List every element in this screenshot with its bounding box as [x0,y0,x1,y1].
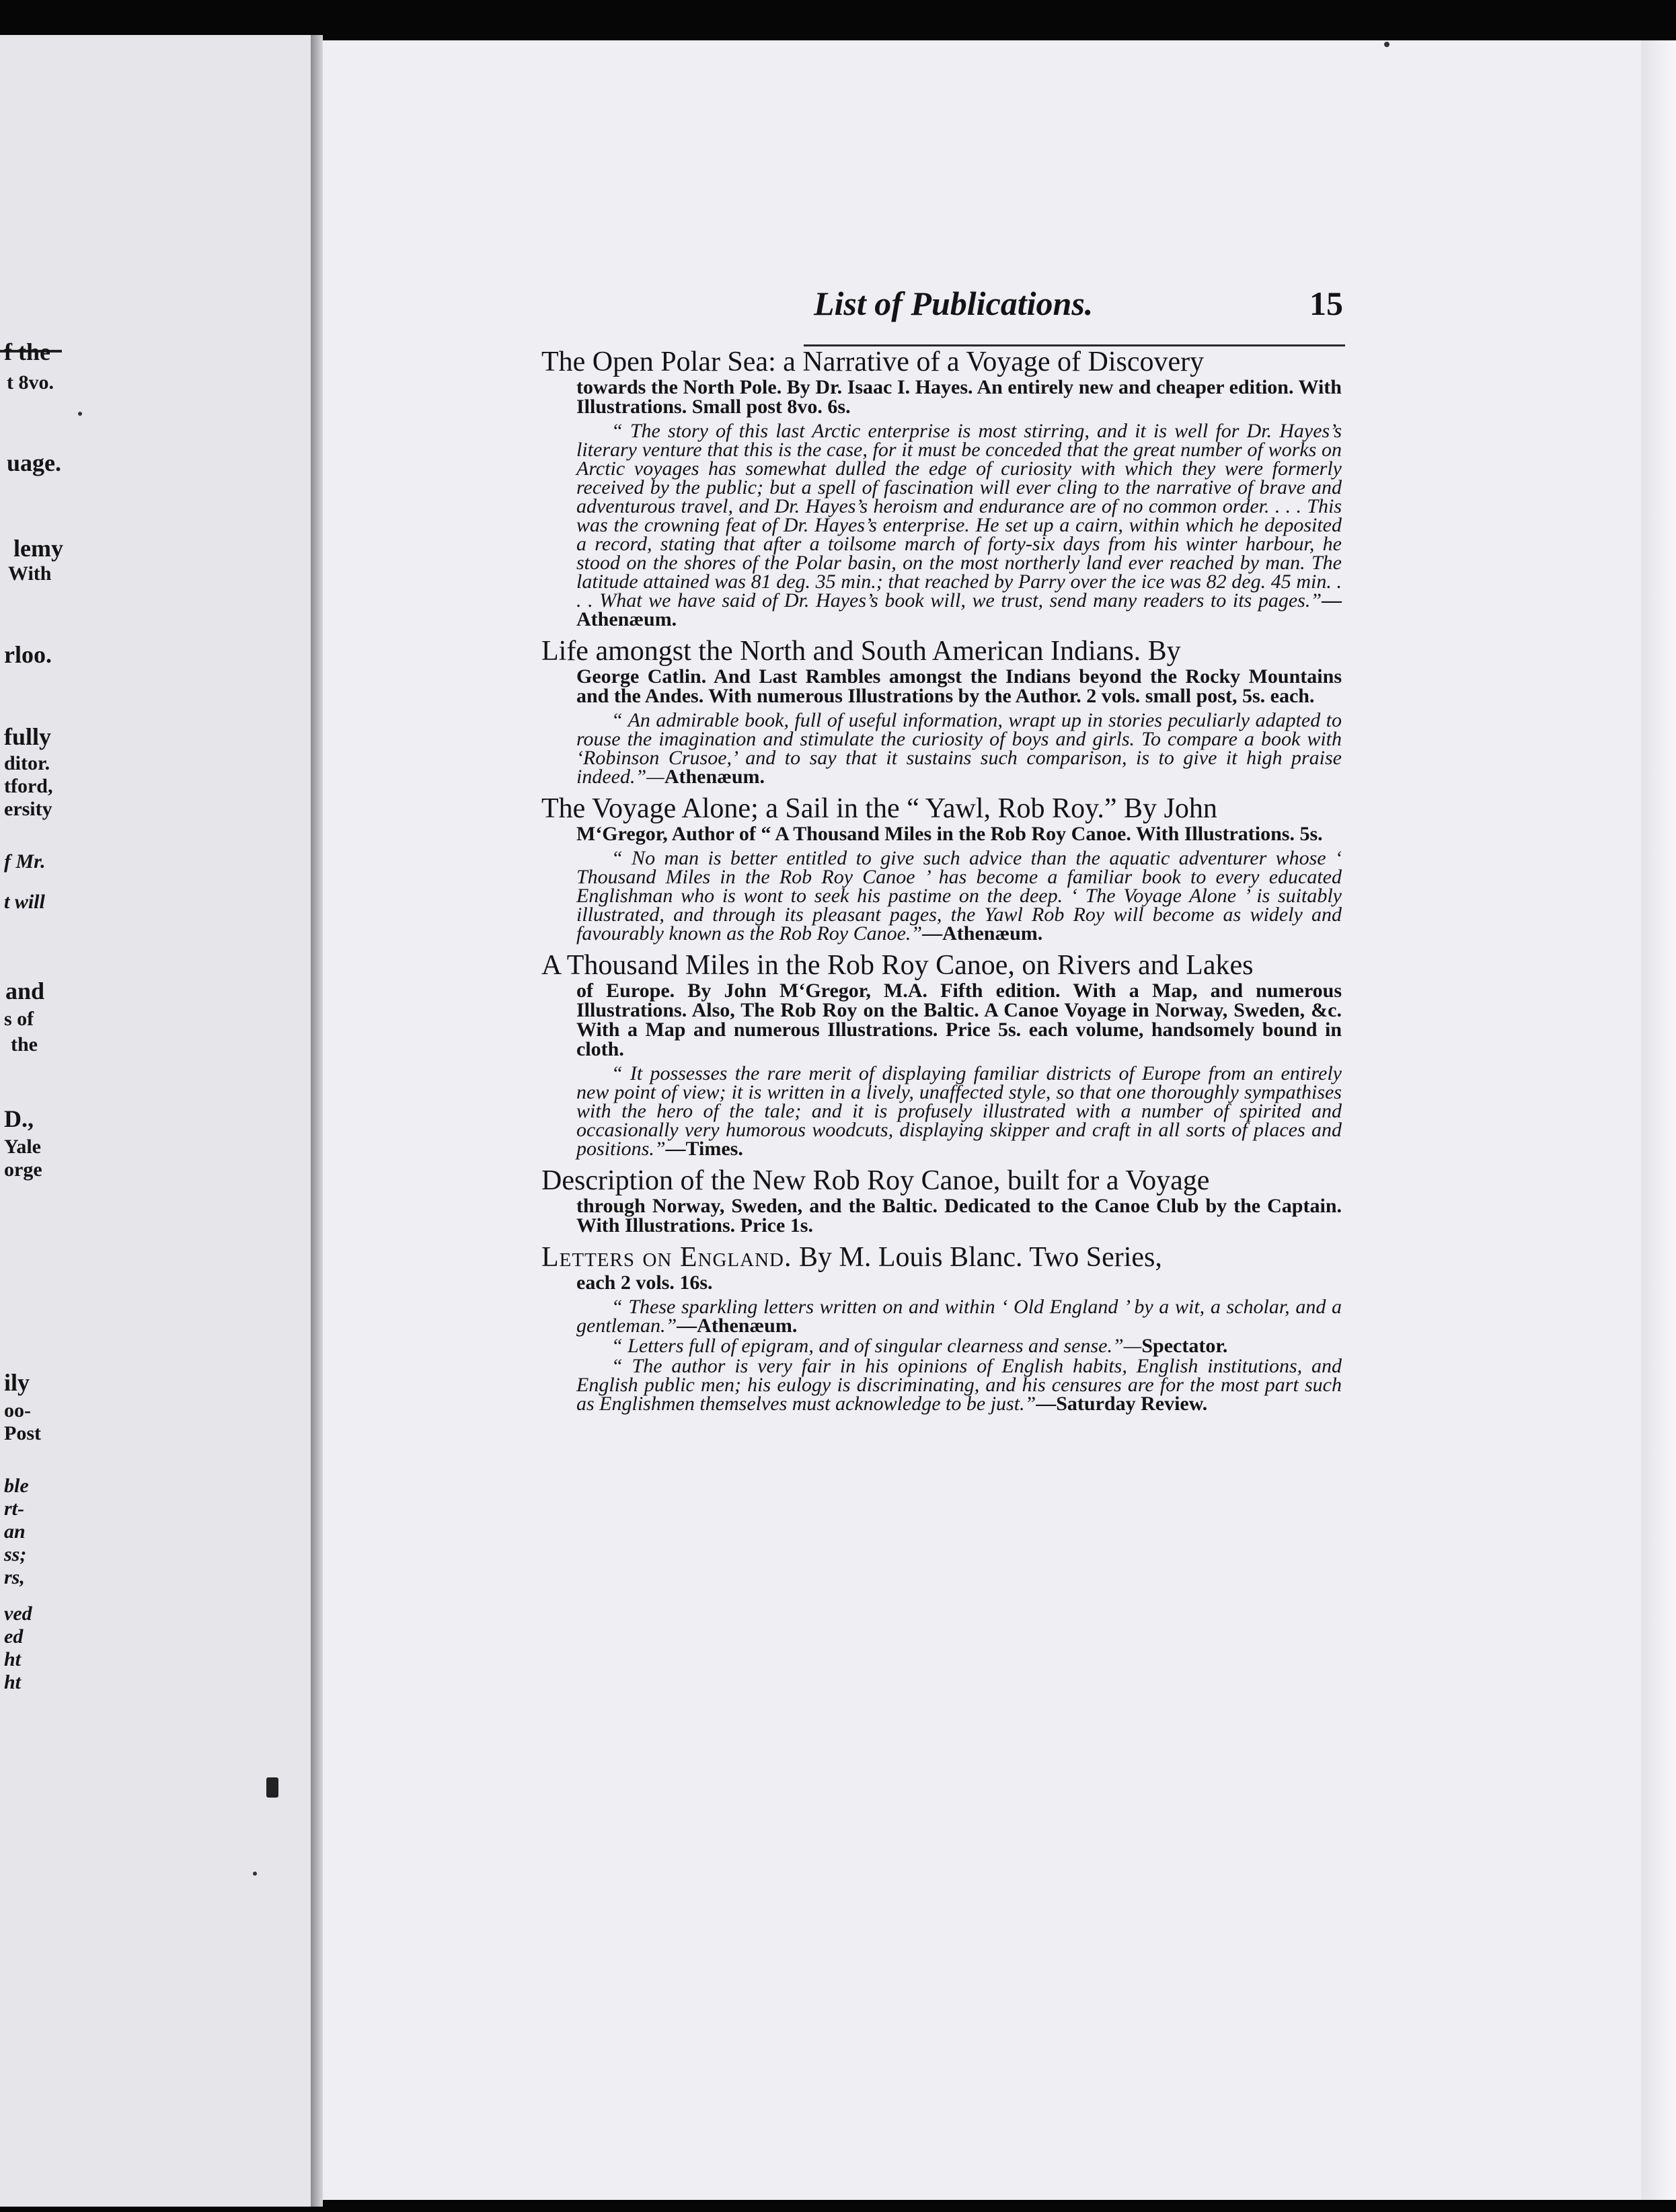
quote-text: “ These sparkling letters written on and within ‘ Old England ’ by a wit, a scholar, and a gentleman.” [576,1296,1342,1337]
entry-title: A Thousand Miles in the Rob Roy Canoe, on Rivers and Lakes [541,950,1254,981]
running-title: List of Publications. [814,285,1094,322]
left-fragment: f Mr. [4,850,46,873]
left-fragment: ed [4,1625,24,1648]
quote-text: “ It possesses the rare merit of displaying familiar districts of Europe from an entirely new point of view; it is written in a lively, unaffected style, so that one thoroughly sympathises with the hero of the tale; and it is profusely illustrated with a number of spirited and occasionally very humorous woodcuts, displaying skipper and craft in all sorts of places and positions.” [576,1062,1342,1160]
quote-source: —Athenæum. [922,922,1043,945]
publication-entry [541,1165,1342,1235]
quote-source: Athenæum. [664,766,765,788]
running-header [804,284,1350,327]
left-fragment: and [5,978,45,1004]
quote-text: “ The author is very fair in his opinions of English habits, English institutions, and English public men; his eulogy is discriminating, and his censures are for the most part such as Englishmen themselves must acknowledge to be just.” [576,1355,1342,1415]
left-fragment: ersity [4,798,52,820]
page-gutter [311,35,323,2207]
publication-entry [541,793,1342,943]
left-fragment: Post [4,1422,41,1444]
quote-text: “ An admirable book, full of useful information, wrapt up in stories peculiarly adapted to rouse the imagination and stimulate the curiosity of boys and girls. To compare a book with ‘Robinson Crusoe,’ and to say that it sustains such comparison, is to give it high praise indeed.”— [576,709,1342,788]
publication-entry [541,346,1342,629]
left-fragment: D., [4,1105,34,1132]
quote-source: —Saturday Review. [1036,1393,1208,1415]
entry-title: The Open Polar Sea: a Narrative of a Voyage of Discovery [541,346,1205,377]
review-quote [541,1357,1342,1413]
left-fragment: the [11,1033,38,1056]
review-quote [541,711,1342,786]
review-quote [541,422,1342,629]
left-fragment: orge [4,1158,42,1181]
binding-mark [266,1777,278,1798]
left-fragment: fully [4,723,52,750]
left-fragment: ss; [4,1543,27,1565]
left-fragment: Yale [4,1136,41,1158]
entry-details: each 2 vols. 16s. [576,1271,713,1294]
left-fragment: tford, [4,775,53,797]
review-quote [541,1064,1342,1158]
speck [78,412,82,416]
left-fragment: ht [4,1648,22,1670]
quote-text: “ No man is better entitled to give such advice than the aquatic adventurer whose ‘ Thousand Miles in the Rob Roy Canoe ’ has become a familiar book to every educated Englishman who is wont to seek his pastime on the deep. ‘ The Voyage Alone ’ is suitably illustrated, and through its pleasant pages, the Yawl Rob Roy will become as widely and favourably known as the Rob Roy Canoe.” [576,847,1342,945]
review-quote [541,1298,1342,1335]
entry-details: M‘Gregor, Author of “ A Thousand Miles in the Rob Roy Canoe. With Illustrations. 5s. [576,823,1323,845]
entry-title-smallcaps: Letters on England. [541,1242,792,1273]
left-page-fragment [0,35,311,2207]
left-fragment: t 8vo. [7,371,54,394]
entry-title: The Voyage Alone; a Sail in the “ Yawl, Rob Roy.” By John [541,793,1217,824]
left-fragment: f the [4,338,50,365]
left-fragment: uage. [7,449,61,476]
entry-title [541,1242,1342,1273]
left-fragment: rs, [4,1566,25,1588]
entry-details: of Europe. By John M‘Gregor, M.A. Fifth edition. With a Map, and numerous Illustrations. Also, The Rob Roy on the Baltic. A Canoe Voyage in Norway, Sweden, &c. With a Map and numerous Illustrations. Price 5s. each volume, handsomely bound in cloth. [576,980,1342,1060]
quote-text: “ The story of this last Arctic enterprise is most stirring, and it is well for Dr. Hayes’s literary venture that this is the case, for it must be conceded that the great number of works on Arctic voyages has somewhat dulled the edge of curiosity with which they were formerly received by the public; but a spell of fascination will ever cling to the narrative of brave and adventurous travel, and Dr. Hayes’s heroism and endurance are of no common order. . . . This was the crowning feat of Dr. Hayes’s enterprise. He set up a cairn, within which he deposited a record, stating that after a toilsome march of forty-six days from his winter harbour, he stood on the shores of the Polar basin, on the most northerly land ever reached by man. The latitude attained was 81 deg. 35 min.; that reached by Parry over the ice was 82 deg. 45 min. . . . What we have said of Dr. Hayes’s book will, we trust, send many readers to its pages.” [576,420,1342,612]
publication-entry [541,636,1342,786]
publication-list [541,346,1342,1420]
quote-source: Spectator. [1141,1335,1228,1357]
entry-details: through Norway, Sweden, and the Baltic. Dedicated to the Canoe Club by the Captain. With Illustrations. Price 1s. [576,1195,1342,1237]
page-number: 15 [1309,285,1343,322]
quote-text: “ Letters full of epigram, and of singular clearness and sense.”— [611,1335,1142,1357]
quote-source: —Athenæum. [576,589,1342,630]
left-fragment: ved [4,1602,32,1625]
left-fragment: s of [4,1008,34,1030]
left-fragment: ily [4,1369,30,1396]
left-fragment: an [4,1520,26,1543]
review-quote [541,849,1342,943]
left-fragment: ble [4,1475,29,1497]
review-quote [541,1337,1342,1356]
publication-entry [541,1242,1342,1413]
speck [253,1872,257,1876]
publication-entry [541,950,1342,1158]
quote-source: —Athenæum. [677,1315,798,1337]
entry-title-rest: By M. Louis Blanc. Two Series, [792,1242,1162,1273]
left-fragment: t will [4,891,45,913]
speck [1384,42,1389,47]
left-fragment: ditor. [4,752,50,774]
entry-details: George Catlin. And Last Rambles amongst the Indians beyond the Rocky Mountains and the Andes. With numerous Illustrations by the Author. 2 vols. small post, 5s. each. [576,665,1342,707]
left-fragment: rt- [4,1498,24,1520]
page-edge [1641,40,1676,2200]
left-fragment: lemy [13,535,63,562]
left-fragment: oo- [4,1399,31,1422]
left-fragment: rloo. [4,641,52,668]
entry-title: Life amongst the North and South American Indians. By [541,636,1181,667]
entry-details: towards the North Pole. By Dr. Isaac I. Hayes. An entirely new and cheaper edition. With Illustrations. Small post 8vo. 6s. [576,376,1342,418]
left-fragment: With [8,562,52,585]
quote-source: —Times. [665,1138,743,1160]
left-fragment: ht [4,1671,22,1693]
entry-title: Description of the New Rob Roy Canoe, built for a Voyage [541,1165,1210,1196]
